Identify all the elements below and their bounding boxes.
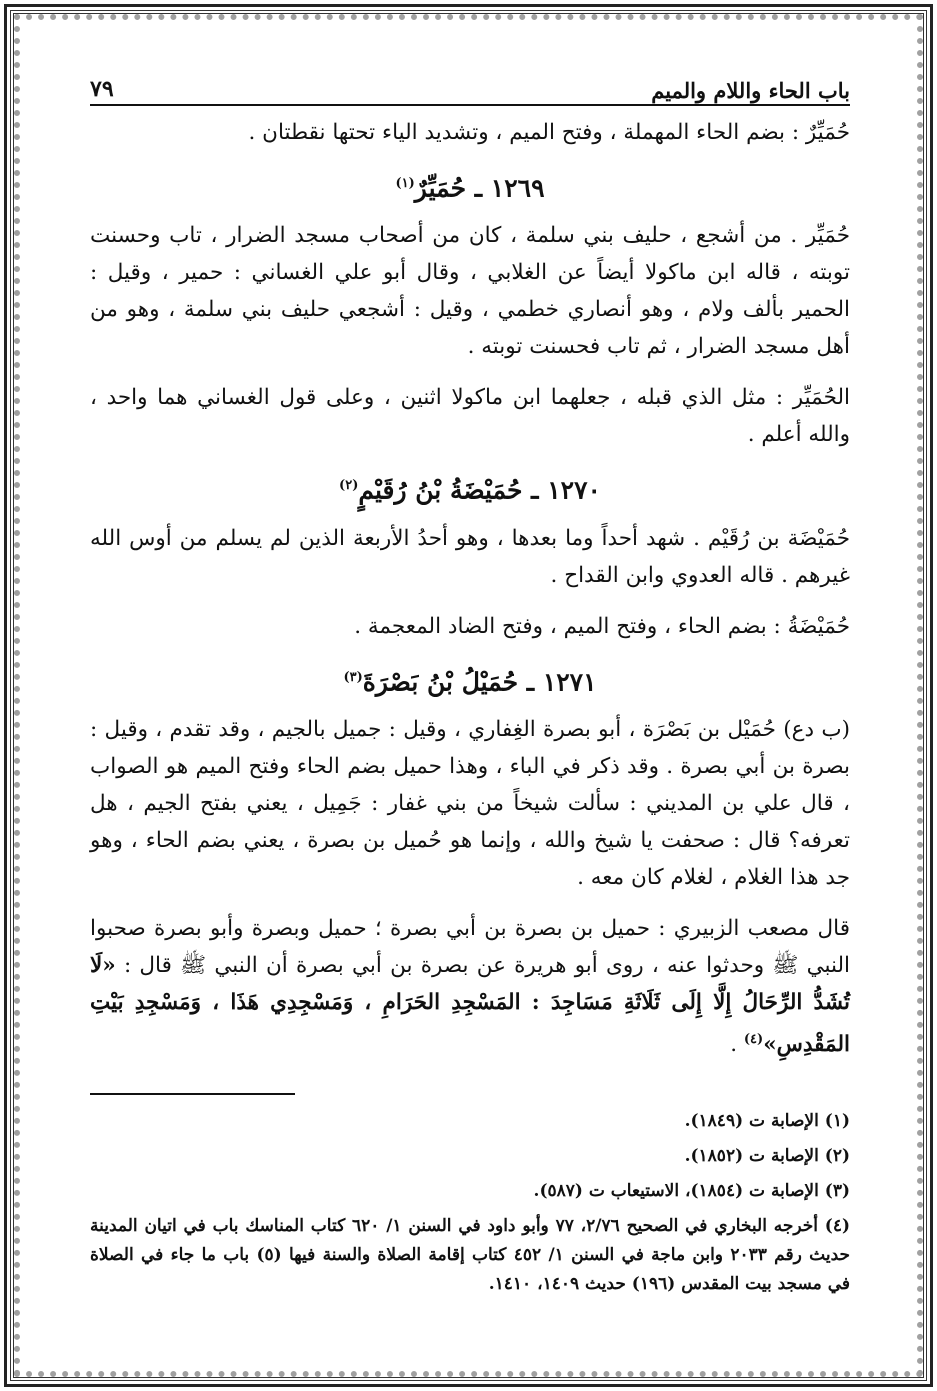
entry-title: ١٢٦٩ ـ حُمَيِّرٌ [414,173,545,203]
footnote-ref: (١) [395,176,415,191]
paragraph-entry-1271: (ب دع) حُمَيْل بن بَصْرَة ، أبو بصرة الغِفاري ، وقيل : جميل بالجيم ، وقد تقدم ، وقيل : بصرة بن أبي بصرة . وقد ذكر في الباء ، وهذا حميل بضم الحاء وفتح الميم هو الصواب ، قال علي بن المديني : سألت شيخاً من بني غفار : جَمِيل ، يعني بفتح الجيم ، هل تعرفه؟ قال : صحفت يا شيخ والله ، وإنما هو حُميل بن بصرة ، يعني بضم الحاء ، وهو جد هذا الغلام ، لغلام كان معه . [90,716,850,890]
paragraph-entry-1269-note: الحُمَيِّر : مثل الذي قبله ، جعلهما ابن ماكولا اثنين ، وعلى قول الغساني هما واحد ، والله أعلم . [90,385,850,448]
entry-heading-1271 [90,661,850,699]
page-number: ٧٩ [90,76,114,102]
footnote-ref: (٤) [743,1031,764,1047]
footnote-separator [90,1093,295,1095]
running-title: باب الحاء واللام والميم [651,78,850,103]
book-page [90,70,850,1320]
paragraph-entry-1269: حُمَيِّر . من أشجع ، حليف بني سلمة ، كان من أصحاب مسجد الضرار ، تاب وحسنت توبته ، قاله ابن ماكولا أيضاً عن الغلابي ، وقال أبو علي الغساني : حمير ، وقيل : الحمير بألف ولام ، وهو أنصاري خطمي ، وقيل : أشجعي حليف بني سلمة ، وهو من أهل مسجد الضرار ، ثم تاب فحسنت توبته . [90,223,850,360]
running-header [90,70,850,106]
hadith-intro: قال مصعب الزبيري : حميل بن بصرة بن أبي بصرة ؛ حميل وبصرة وأبو بصرة صحبوا النبي ﷺ وحدثوا عنه ، روى أبو هريرة عن بصرة بن أبي بصرة أن النبي ﷺ قال : [90,915,850,978]
footnote-ref: (٢) [339,478,359,494]
paragraph-entry-1271-hadith [90,910,850,1063]
hadith-end: . [730,1032,744,1058]
entry-heading-1269 [90,167,850,205]
footnote-1: (١) الإصابة ت (١٨٤٩). [684,1111,850,1132]
paragraph-entry-1270: حُمَيْضَة بن رُقَيْم . شهد أحداً وما بعدها ، وهو أحدُ الأربعة الذين لم يسلم من أوس الله غيرهم . قاله العدوي وابن القداح . [90,525,850,588]
footnote-4: (٤) أخرجه البخاري في الصحيح ٢/٧٦، ٧٧ وأبو داود في السنن ١/ ٦٢٠ كتاب المناسك باب في اتيان المدينة حديث رقم ٢٠٣٣ وابن ماجة في السنن ١/ ٤٥٢ كتاب إقامة الصلاة والسنة فيها (٥) باب ما جاء في الصلاة في مسجد بيت المقدس (١٩٦) حديث ١٤٠٩، ١٤١٠. [90,1216,851,1295]
entry-title: ١٢٧١ ـ حُمَيْلُ بْنُ بَصْرَةَ [362,666,597,696]
footnote-2: (٢) الإصابة ت (١٨٥٢). [684,1146,850,1167]
footnote-ref: (٣) [343,669,363,685]
hadith-quote: «لَا تُشَدُّ الرِّحَالُ إِلَّا إِلَى ثَلَاثَةِ مَسَاجِدَ : المَسْجِدِ الحَرَامِ ، وَمَسْجِدِي هَذَا ، وَمَسْجِدِ بَيْتِ المَقْدِسِ» [90,952,850,1058]
footnote-3: (٣) الإصابة ت (١٨٥٤)، الاستيعاب ت (٥٨٧). [533,1181,850,1202]
paragraph-vocalization-1268: حُمَيِّرٌ : بضم الحاء المهملة ، وفتح الميم ، وتشديد الياء تحتها نقطتان . [248,120,850,145]
entry-heading-1270 [90,469,850,507]
paragraph-entry-1270-vocalization: حُمَيْضَةُ : بضم الحاء ، وفتح الميم ، وفتح الضاد المعجمة . [354,613,850,639]
entry-title: ١٢٧٠ ـ حُمَيْضَةُ بْنُ رُقَيْمٍ [358,475,601,505]
